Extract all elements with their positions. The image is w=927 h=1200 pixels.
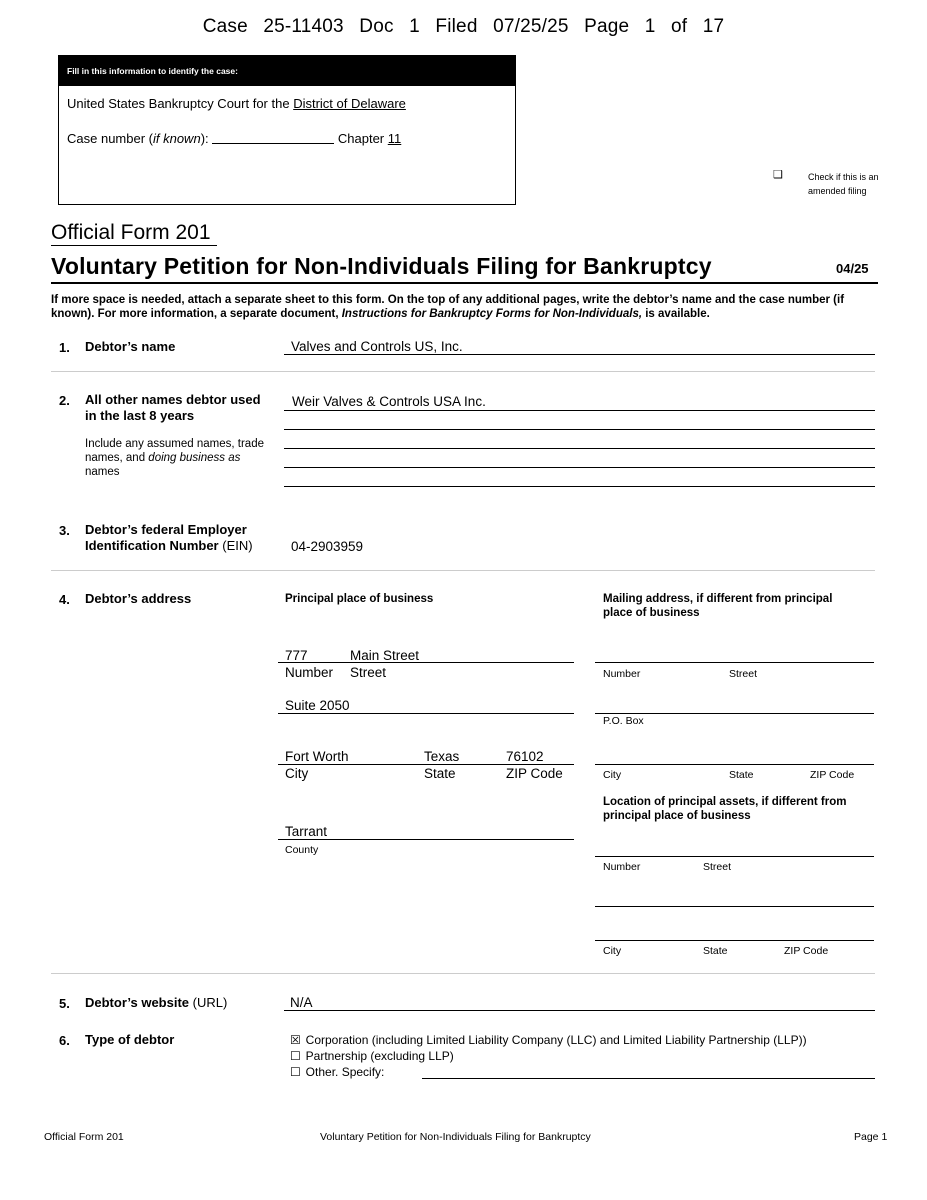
amended-label-line2: amended filing: [808, 186, 867, 196]
principal-city-value: Fort Worth: [285, 749, 349, 764]
q5-label-text: Debtor’s website: [85, 995, 190, 1010]
case-number-label: Case number (: [67, 131, 153, 146]
q6-label: Type of debtor: [85, 1032, 175, 1047]
debtor-type-options: [290, 1032, 807, 1080]
court-line: [67, 96, 406, 111]
assets-state-label: State: [703, 945, 728, 957]
q3-label-line2: [85, 538, 253, 554]
chapter-label: Chapter: [337, 131, 385, 146]
q5-website-field[interactable]: [284, 1010, 875, 1011]
assets-street-field[interactable]: [595, 856, 874, 857]
assets-number-label: Number: [603, 861, 641, 873]
principal-suite-value: Suite 2050: [285, 698, 350, 713]
form-number: Official Form 201: [51, 221, 217, 246]
mailing-address-header: Mailing address, if different from principal place of business: [603, 593, 833, 619]
option-other-label: Other. Specify:: [305, 1065, 385, 1079]
q6-number: 6.: [59, 1033, 70, 1048]
mailing-po-box-field[interactable]: [595, 713, 874, 714]
q2-other-name-field[interactable]: [284, 410, 875, 411]
case-info-bar: [59, 56, 515, 86]
case-number-suffix: ):: [200, 131, 209, 146]
q2-other-name-field[interactable]: [284, 448, 875, 449]
chapter-value: 11: [387, 131, 402, 146]
amended-label-line1: Check if this is an: [808, 172, 879, 182]
q2-label-line1: All other names debtor used: [85, 392, 261, 407]
footer-form-number: Official Form 201: [44, 1131, 124, 1143]
principal-state-label: State: [424, 766, 456, 781]
principal-place-header: Principal place of business: [285, 593, 434, 605]
principal-state-value: Texas: [424, 749, 460, 764]
q2-help-line2-text: names, and: [85, 452, 149, 464]
q3-ein-value: 04-2903959: [291, 539, 364, 554]
q2-other-name-field[interactable]: [284, 486, 875, 487]
principal-county-field[interactable]: [278, 839, 574, 840]
q2-help-text: [85, 437, 264, 479]
other-specify-field[interactable]: [422, 1078, 875, 1079]
q3-label-suffix: (EIN): [218, 538, 253, 553]
mailing-city-field[interactable]: [595, 764, 874, 765]
case-number-line: [67, 131, 401, 146]
checkbox-checked[interactable]: ☒: [290, 1033, 301, 1047]
q2-help-line1: Include any assumed names, trade: [85, 438, 264, 450]
q2-other-name-field[interactable]: [284, 429, 875, 430]
q2-other-name-field[interactable]: [284, 467, 875, 468]
q5-label: [85, 995, 227, 1011]
separator: [51, 973, 875, 974]
principal-county-label: County: [285, 844, 319, 856]
principal-suite-field[interactable]: [278, 713, 574, 714]
footer-page-number: Page 1: [854, 1131, 888, 1143]
principal-county-value: Tarrant: [285, 824, 328, 839]
mailing-zip-label: ZIP Code: [810, 769, 855, 781]
q2-label-line2: in the last 8 years: [85, 408, 195, 423]
option-partnership-label: Partnership (excluding LLP): [305, 1049, 454, 1063]
court-district: District of Delaware: [293, 96, 406, 111]
checkbox-unchecked[interactable]: ☐: [290, 1049, 301, 1063]
principal-street-label: Street: [350, 665, 387, 680]
q5-website-value: N/A: [290, 995, 313, 1010]
q3-label-line1: Debtor’s federal Employer: [85, 522, 247, 537]
court-prefix: United States Bankruptcy Court for the: [67, 96, 290, 111]
mailing-po-box-label: P.O. Box: [603, 715, 644, 727]
q3-number: 3.: [59, 523, 70, 538]
q5-label-suffix: (URL): [189, 995, 228, 1010]
case-info-bar-text: Fill in this information to identify the case:: [67, 66, 238, 76]
title-rule: [51, 282, 878, 284]
q4-number: 4.: [59, 592, 70, 607]
separator: [51, 570, 875, 571]
q2-help-line2: [85, 451, 264, 465]
assets-city-label: City: [603, 945, 622, 957]
instructions-text: [51, 293, 878, 321]
mailing-state-label: State: [729, 769, 754, 781]
case-number-field[interactable]: [212, 131, 334, 144]
instructions-italic: Instructions for Bankruptcy Forms for Non-Individuals,: [341, 308, 643, 320]
q2-label: [85, 392, 261, 424]
mailing-street-field[interactable]: [595, 662, 874, 663]
principal-assets-header: Location of principal assets, if different from principal place of business: [603, 796, 847, 822]
footer-title: Voluntary Petition for Non-Individuals Filing for Bankruptcy: [320, 1131, 591, 1143]
assets-street-label: Street: [703, 861, 732, 873]
q1-label: Debtor’s name: [85, 339, 176, 354]
assets-zip-label: ZIP Code: [784, 945, 829, 957]
principal-number-label: Number: [285, 665, 334, 680]
q2-help-line3: names: [85, 466, 120, 478]
q1-number: 1.: [59, 340, 70, 355]
mailing-number-label: Number: [603, 668, 641, 680]
page-header: Case 25-11403 Doc 1 Filed 07/25/25 Page 1 of 17: [202, 16, 725, 37]
principal-zip-label: ZIP Code: [506, 766, 563, 781]
case-number-italic: if known: [152, 131, 201, 146]
principal-street-field[interactable]: [278, 662, 574, 663]
principal-city-field[interactable]: [278, 764, 574, 765]
instructions-part2: is available.: [642, 308, 710, 320]
checkbox-unchecked[interactable]: ☐: [290, 1065, 301, 1079]
amended-checkbox[interactable]: ❑: [773, 169, 783, 181]
q1-debtor-name-value: Valves and Controls US, Inc.: [291, 339, 463, 354]
assets-line2-field[interactable]: [595, 906, 874, 907]
separator: [51, 371, 875, 372]
q1-debtor-name-field[interactable]: [284, 354, 875, 355]
q4-label: Debtor’s address: [85, 591, 192, 606]
principal-street-value: Main Street: [350, 648, 420, 663]
principal-number-value: 777: [285, 648, 308, 663]
q2-number: 2.: [59, 393, 70, 408]
mailing-street-label: Street: [729, 668, 758, 680]
q5-number: 5.: [59, 996, 70, 1011]
q2-other-name-value: Weir Valves & Controls USA Inc.: [292, 394, 486, 409]
case-info-box: [58, 55, 516, 205]
q3-label: [85, 522, 253, 554]
instructions-part1: If more space is needed, attach a separate sheet to this form. On the top of any additional pages, write the debtor’s name and the case number (if known). For more information, a separate document,: [51, 294, 845, 320]
q3-label-line2-text: Identification Number: [85, 538, 219, 553]
principal-zip-value: 76102: [506, 749, 544, 764]
form-title: Voluntary Petition for Non-Individuals Filing for Bankruptcy: [51, 253, 712, 279]
form-version: 04/25: [836, 261, 869, 276]
mailing-city-label: City: [603, 769, 622, 781]
assets-city-field[interactable]: [595, 940, 874, 941]
amended-label: [808, 170, 879, 198]
option-corporation-label: Corporation (including Limited Liability Company (LLC) and Limited Liability Partnership (LLP)): [305, 1033, 807, 1047]
q2-help-italic: doing business as: [148, 452, 241, 464]
principal-city-label: City: [285, 766, 309, 781]
option-corporation[interactable]: [290, 1032, 807, 1048]
option-partnership[interactable]: [290, 1048, 807, 1064]
